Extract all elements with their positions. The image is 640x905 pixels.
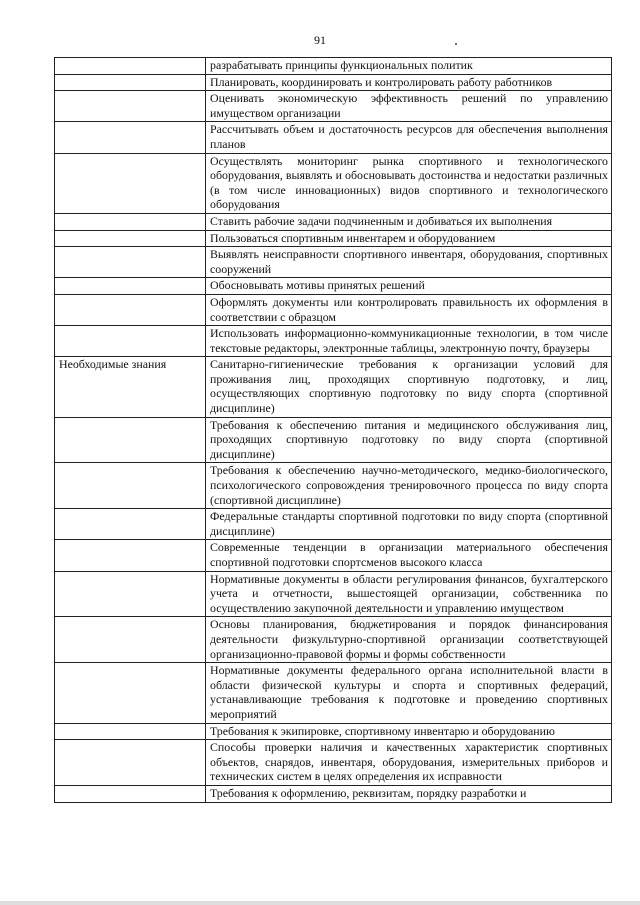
table-row: [55, 663, 612, 723]
requirement-item: Выявлять неисправности спортивного инвентаря, оборудования, спортивных сооружений: [206, 247, 612, 278]
row-group-label-continued: [55, 617, 206, 663]
row-group-label-continued: [55, 230, 206, 247]
requirement-item: Основы планирования, бюджетирования и порядок финансирования деятельности физкультурно-спортивной организации соответствующей организационно-правовой формы и формы собственности: [206, 617, 612, 663]
row-group-label-continued: [55, 723, 206, 740]
requirement-item: Использовать информационно-коммуникационные технологии, в том числе текстовые редакторы, электронные таблицы, электронную почту, браузеры: [206, 326, 612, 357]
table-row: [55, 571, 612, 617]
table-row: [55, 294, 612, 325]
requirement-item: Оформлять документы или контролировать правильность их оформления в соответствии с образцом: [206, 294, 612, 325]
row-group-label-continued: [55, 663, 206, 723]
table-row: [55, 74, 612, 91]
row-group-label-continued: [55, 278, 206, 295]
requirement-item: Осуществлять мониторинг рынка спортивного и технологического оборудования, выявлять и обосновывать достоинства и недостатки различных (в том числе инновационных) видов спортивного и технологического оборудования: [206, 153, 612, 213]
row-group-label-continued: [55, 463, 206, 509]
row-group-label-continued: [55, 247, 206, 278]
requirement-item: Нормативные документы федерального органа исполнительной власти в области физической культуры и спорта и спортивных федераций, устанавливающие требования к подготовке и проведению спортивных мероприятий: [206, 663, 612, 723]
requirement-item: Пользоваться спортивным инвентарем и оборудованием: [206, 230, 612, 247]
row-group-label-continued: [55, 153, 206, 213]
table-row: [55, 247, 612, 278]
row-group-label-continued: [55, 122, 206, 153]
requirement-item: Планировать, координировать и контролировать работу работников: [206, 74, 612, 91]
row-group-label-continued: [55, 417, 206, 463]
table-row: [55, 326, 612, 357]
row-group-label: Необходимые знания: [55, 357, 206, 417]
table-row: [55, 417, 612, 463]
row-group-label-continued: [55, 326, 206, 357]
competency-table: [54, 57, 612, 803]
table-row: [55, 785, 612, 802]
row-group-label-continued: [55, 540, 206, 571]
requirement-item: Обосновывать мотивы принятых решений: [206, 278, 612, 295]
requirement-item: Способы проверки наличия и качественных характеристик спортивных объектов, снарядов, инвентаря, оборудования, измерительных приборов и технических систем в целях определения их исправности: [206, 740, 612, 786]
requirement-item: Требования к обеспечению научно-методического, медико-биологического, психологического сопровождения тренировочного процесса по виду спорта (спортивной дисциплине): [206, 463, 612, 509]
requirement-item: Рассчитывать объем и достаточность ресурсов для обеспечения выполнения планов: [206, 122, 612, 153]
scan-speck: [455, 43, 457, 45]
table-row: [55, 740, 612, 786]
row-group-label-continued: [55, 509, 206, 540]
table-row: [55, 91, 612, 122]
requirement-item: Требования к экипировке, спортивному инвентарю и оборудованию: [206, 723, 612, 740]
table-row: [55, 540, 612, 571]
requirement-item: Нормативные документы в области регулирования финансов, бухгалтерского учета и отчетности, вышестоящей организации, собственника по осуществлению закупочной деятельности и управлению имуществом: [206, 571, 612, 617]
table-row: [55, 230, 612, 247]
row-group-label: [55, 58, 206, 75]
table-row: [55, 213, 612, 230]
row-group-label-continued: [55, 74, 206, 91]
requirement-item: Оценивать экономическую эффективность решений по управлению имуществом организации: [206, 91, 612, 122]
row-group-label-continued: [55, 785, 206, 802]
table-row: [55, 278, 612, 295]
row-group-label-continued: [55, 91, 206, 122]
row-group-label-continued: [55, 294, 206, 325]
table-row: [55, 153, 612, 213]
requirement-item: Требования к обеспечению питания и медицинского обслуживания лиц, проходящих спортивную подготовку по виду спорта (спортивной дисциплине): [206, 417, 612, 463]
table-body: [55, 58, 612, 803]
requirement-item: Современные тенденции в организации материального обеспечения спортивной подготовки спортсменов высокого класса: [206, 540, 612, 571]
table-row: [55, 58, 612, 75]
requirement-item: Ставить рабочие задачи подчиненным и добиваться их выполнения: [206, 213, 612, 230]
table-row: [55, 357, 612, 417]
requirement-item: разрабатывать принципы функциональных политик: [206, 58, 612, 75]
requirement-item: Санитарно-гигиенические требования к организации условий для проживания лиц, проходящих спортивную подготовку, и лиц, осуществляющих спортивную подготовку по виду спорта (спортивной дисциплине): [206, 357, 612, 417]
requirement-item: Федеральные стандарты спортивной подготовки по виду спорта (спортивной дисциплине): [206, 509, 612, 540]
page-number: 91: [314, 33, 326, 47]
row-group-label-continued: [55, 740, 206, 786]
table-row: [55, 723, 612, 740]
scan-edge: [0, 901, 640, 905]
requirement-item: Требования к оформлению, реквизитам, порядку разработки и: [206, 785, 612, 802]
table-row: [55, 122, 612, 153]
table-row: [55, 617, 612, 663]
table-row: [55, 463, 612, 509]
table-row: [55, 509, 612, 540]
row-group-label-continued: [55, 571, 206, 617]
row-group-label-continued: [55, 213, 206, 230]
